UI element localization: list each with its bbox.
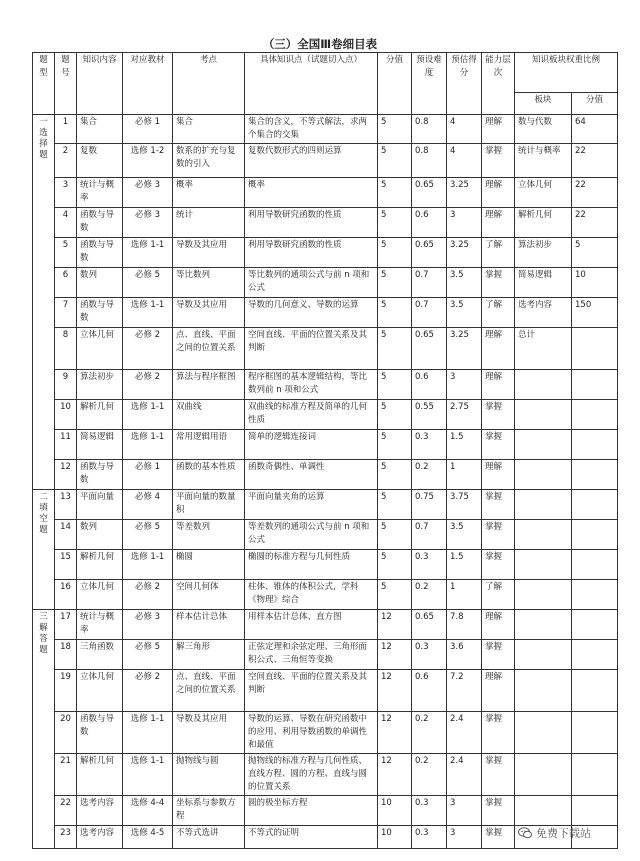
- row-ability: 掌握: [482, 520, 515, 550]
- row-textbook: 选修 1-1: [123, 238, 173, 268]
- row-ability: 理解: [482, 670, 515, 712]
- row-block-score: 64: [572, 115, 618, 144]
- row-textbook: 必修 3: [123, 610, 173, 640]
- section-text: 二填空题: [39, 492, 48, 535]
- table-row: [33, 796, 618, 826]
- row-block: [515, 460, 572, 490]
- row-expected: 3: [447, 796, 482, 826]
- row-textbook: 选修 1-1: [123, 298, 173, 328]
- row-detail: 双曲线的标准方程及简单的几何性质: [245, 400, 378, 430]
- table-title: （三）全国Ⅲ卷细目表: [262, 37, 378, 51]
- table-row: [33, 580, 618, 610]
- row-no: 2: [55, 144, 77, 178]
- watermark-text: 免费下载站: [536, 827, 591, 840]
- row-point: 点、直线、平面之间的位置关系: [173, 328, 245, 370]
- row-block-score: 150: [572, 298, 618, 328]
- row-ability: 理解: [482, 370, 515, 400]
- row-detail: 简单的逻辑连接词: [245, 430, 378, 460]
- row-score: 5: [378, 430, 412, 460]
- row-block-score: 5: [572, 238, 618, 268]
- row-point: 概率: [173, 178, 245, 208]
- row-block-score: [572, 670, 618, 712]
- row-block: 解析几何: [515, 208, 572, 238]
- row-score: 5: [378, 370, 412, 400]
- header-detail: 具体知识点（试题切入点）: [245, 53, 378, 115]
- row-textbook: 选修 1-2: [123, 144, 173, 178]
- row-knowledge: 复数: [77, 144, 123, 178]
- row-difficulty: 0.6: [412, 370, 447, 400]
- row-expected: 3.5: [447, 268, 482, 298]
- row-point: 等差数列: [173, 520, 245, 550]
- row-textbook: 必修 1: [123, 460, 173, 490]
- row-detail: 复数代数形式的四则运算: [245, 144, 378, 178]
- row-block: 算法初步: [515, 238, 572, 268]
- row-block-score: 10: [572, 268, 618, 298]
- row-block: [515, 370, 572, 400]
- row-textbook: 必修 2: [123, 580, 173, 610]
- row-no: 15: [55, 550, 77, 580]
- row-block: [515, 430, 572, 460]
- row-detail: 平面向量夹角的运算: [245, 490, 378, 520]
- row-ability: 了解: [482, 238, 515, 268]
- row-expected: 3: [447, 208, 482, 238]
- row-expected: 1.5: [447, 550, 482, 580]
- row-score: 5: [378, 460, 412, 490]
- table-row: [33, 238, 618, 268]
- row-knowledge: 数列: [77, 268, 123, 298]
- row-block-score: [572, 550, 618, 580]
- row-textbook: 必修 3: [123, 178, 173, 208]
- row-block-score: [572, 400, 618, 430]
- row-ability: 掌握: [482, 826, 515, 849]
- table-row: [33, 115, 618, 144]
- row-block-score: [572, 490, 618, 520]
- row-knowledge: 立体几何: [77, 328, 123, 370]
- row-ability: 理解: [482, 460, 515, 490]
- row-knowledge: 简易逻辑: [77, 430, 123, 460]
- row-block: [515, 754, 572, 796]
- row-knowledge: 解析几何: [77, 754, 123, 796]
- row-knowledge: 选考内容: [77, 796, 123, 826]
- table-row: [33, 430, 618, 460]
- row-score: 5: [378, 520, 412, 550]
- header-row: [33, 53, 618, 93]
- row-no: 20: [55, 712, 77, 754]
- row-textbook: 选修 4-5: [123, 826, 173, 849]
- row-expected: 3.75: [447, 490, 482, 520]
- row-detail: 等差数列的通项公式与前 n 项和公式: [245, 520, 378, 550]
- row-detail: 利用导数研究函数的性质: [245, 208, 378, 238]
- table-row: [33, 712, 618, 754]
- row-difficulty: 0.3: [412, 640, 447, 670]
- row-knowledge: 解析几何: [77, 550, 123, 580]
- header-point: 考点: [173, 53, 245, 115]
- row-knowledge: 统计与概率: [77, 178, 123, 208]
- detail-table: [32, 52, 618, 849]
- table-body: [33, 115, 618, 849]
- row-expected: 3.25: [447, 328, 482, 370]
- row-score: 5: [378, 550, 412, 580]
- row-ability: 掌握: [482, 796, 515, 826]
- row-score: 5: [378, 580, 412, 610]
- row-detail: 导数的运算、导数在研究函数中的应用、利用导数函数的单调性和最值: [245, 712, 378, 754]
- row-expected: 2.4: [447, 754, 482, 796]
- table-row: [33, 208, 618, 238]
- header-score: 分值: [378, 53, 412, 115]
- row-difficulty: 0.8: [412, 115, 447, 144]
- row-detail: 椭圆的标准方程与几何性质: [245, 550, 378, 580]
- row-block: [515, 610, 572, 640]
- row-block-score: [572, 712, 618, 754]
- row-textbook: 选修 1-1: [123, 430, 173, 460]
- row-difficulty: 0.75: [412, 490, 447, 520]
- row-score: 5: [378, 400, 412, 430]
- row-difficulty: 0.2: [412, 712, 447, 754]
- row-textbook: 选修 1-1: [123, 400, 173, 430]
- row-no: 5: [55, 238, 77, 268]
- row-no: 10: [55, 400, 77, 430]
- row-difficulty: 0.55: [412, 400, 447, 430]
- section-label: [33, 610, 55, 849]
- row-score: 5: [378, 298, 412, 328]
- row-no: 11: [55, 430, 77, 460]
- row-block-score: [572, 580, 618, 610]
- row-point: 统计: [173, 208, 245, 238]
- row-expected: 4: [447, 115, 482, 144]
- row-score: 10: [378, 826, 412, 849]
- row-no: 9: [55, 370, 77, 400]
- row-ability: 掌握: [482, 640, 515, 670]
- row-textbook: 必修 2: [123, 370, 173, 400]
- row-score: 5: [378, 115, 412, 144]
- row-detail: 利用导数研究函数的性质: [245, 238, 378, 268]
- row-score: 12: [378, 712, 412, 754]
- row-no: 23: [55, 826, 77, 849]
- row-expected: 3.6: [447, 640, 482, 670]
- row-detail: 函数奇偶性、单调性: [245, 460, 378, 490]
- row-score: 5: [378, 208, 412, 238]
- row-knowledge: 立体几何: [77, 670, 123, 712]
- row-block: [515, 580, 572, 610]
- row-detail: 空间直线、平面的位置关系及其判断: [245, 328, 378, 370]
- row-knowledge: 平面向量: [77, 490, 123, 520]
- row-knowledge: 三角函数: [77, 640, 123, 670]
- row-knowledge: 函数与导数: [77, 460, 123, 490]
- row-knowledge: 函数与导数: [77, 298, 123, 328]
- row-block-score: 22: [572, 144, 618, 178]
- row-no: 22: [55, 796, 77, 826]
- header-weight-block: 板块: [515, 93, 572, 115]
- row-difficulty: 0.3: [412, 826, 447, 849]
- row-difficulty: 0.7: [412, 268, 447, 298]
- table-row: [33, 520, 618, 550]
- row-knowledge: 算法初步: [77, 370, 123, 400]
- row-ability: 掌握: [482, 754, 515, 796]
- row-score: 5: [378, 238, 412, 268]
- row-block-score: [572, 460, 618, 490]
- row-block: [515, 712, 572, 754]
- section-text: 一选择题: [39, 117, 48, 160]
- row-expected: 2.75: [447, 400, 482, 430]
- row-expected: 4: [447, 144, 482, 178]
- row-difficulty: 0.3: [412, 796, 447, 826]
- row-block-score: [572, 754, 618, 796]
- row-point: 集合: [173, 115, 245, 144]
- row-no: 21: [55, 754, 77, 796]
- row-block: [515, 550, 572, 580]
- section-text: 三解答题: [39, 612, 48, 655]
- row-ability: 了解: [482, 580, 515, 610]
- row-detail: 抛物线的标准方程与几何性质、直线方程、圆的方程、直线与圆的位置关系: [245, 754, 378, 796]
- header-textbook: 对应教材: [123, 53, 173, 115]
- row-score: 5: [378, 144, 412, 178]
- row-point: 数系的扩充与复数的引入: [173, 144, 245, 178]
- row-expected: 1: [447, 580, 482, 610]
- row-block-score: [572, 796, 618, 826]
- row-point: 常用逻辑用语: [173, 430, 245, 460]
- row-block: 总计: [515, 328, 572, 370]
- row-knowledge: 函数与导数: [77, 238, 123, 268]
- row-block: 简易逻辑: [515, 268, 572, 298]
- row-block-score: [572, 520, 618, 550]
- row-point: 导数及其应用: [173, 712, 245, 754]
- row-expected: 2.4: [447, 712, 482, 754]
- row-expected: 3: [447, 826, 482, 849]
- row-ability: 掌握: [482, 268, 515, 298]
- section-label: [33, 490, 55, 610]
- row-knowledge: 集合: [77, 115, 123, 144]
- row-block-score: [572, 430, 618, 460]
- row-score: 12: [378, 640, 412, 670]
- row-detail: 程序框图的基本逻辑结构，等比数列前 n 项和公式: [245, 370, 378, 400]
- row-expected: 7.2: [447, 670, 482, 712]
- row-no: 14: [55, 520, 77, 550]
- row-no: 17: [55, 610, 77, 640]
- row-no: 7: [55, 298, 77, 328]
- row-point: 导数及其应用: [173, 298, 245, 328]
- table-row: [33, 640, 618, 670]
- row-detail: 集合的含义，不等式解法，求两个集合的交集: [245, 115, 378, 144]
- row-textbook: 选修 1-1: [123, 712, 173, 754]
- header-difficulty: 预设难度: [412, 53, 447, 115]
- row-block: [515, 670, 572, 712]
- table-row: [33, 460, 618, 490]
- row-knowledge: 解析几何: [77, 400, 123, 430]
- row-textbook: 选修 4-4: [123, 796, 173, 826]
- row-difficulty: 0.7: [412, 298, 447, 328]
- table-row: [33, 670, 618, 712]
- row-score: 12: [378, 754, 412, 796]
- row-block: [515, 520, 572, 550]
- table-row: [33, 298, 618, 328]
- row-no: 18: [55, 640, 77, 670]
- row-expected: 3.5: [447, 298, 482, 328]
- row-score: 5: [378, 328, 412, 370]
- row-no: 16: [55, 580, 77, 610]
- row-textbook: 必修 2: [123, 670, 173, 712]
- row-point: 导数及其应用: [173, 238, 245, 268]
- header-ability: 能力层次: [482, 53, 515, 115]
- table-row: [33, 490, 618, 520]
- row-no: 19: [55, 670, 77, 712]
- row-ability: 理解: [482, 610, 515, 640]
- row-point: 抛物线与圆: [173, 754, 245, 796]
- row-expected: 3.25: [447, 178, 482, 208]
- row-textbook: 必修 5: [123, 640, 173, 670]
- row-detail: 正弦定理和余弦定理、三角形面积公式、三角恒等变换: [245, 640, 378, 670]
- row-no: 8: [55, 328, 77, 370]
- row-difficulty: 0.65: [412, 178, 447, 208]
- row-ability: 掌握: [482, 400, 515, 430]
- row-textbook: 必修 2: [123, 328, 173, 370]
- watermark: [518, 825, 591, 841]
- row-knowledge: 数列: [77, 520, 123, 550]
- row-knowledge: 函数与导数: [77, 712, 123, 754]
- row-block-score: [572, 610, 618, 640]
- row-expected: 3: [447, 370, 482, 400]
- row-ability: 掌握: [482, 490, 515, 520]
- row-point: 点、直线、平面之间的位置关系: [173, 670, 245, 712]
- row-detail: 等比数列的通项公式与前 n 项和公式: [245, 268, 378, 298]
- row-block: 立体几何: [515, 178, 572, 208]
- row-point: 等比数列: [173, 268, 245, 298]
- row-no: 4: [55, 208, 77, 238]
- row-block: 选考内容: [515, 298, 572, 328]
- row-difficulty: 0.65: [412, 238, 447, 268]
- table-row: [33, 268, 618, 298]
- row-detail: 概率: [245, 178, 378, 208]
- table-row: [33, 144, 618, 178]
- row-score: 12: [378, 670, 412, 712]
- row-knowledge: 立体几何: [77, 580, 123, 610]
- row-textbook: 选修 1-1: [123, 550, 173, 580]
- row-block: 数与代数: [515, 115, 572, 144]
- row-point: 平面向量的数量积: [173, 490, 245, 520]
- row-difficulty: 0.3: [412, 430, 447, 460]
- row-expected: 3.5: [447, 520, 482, 550]
- row-ability: 理解: [482, 328, 515, 370]
- row-no: 12: [55, 460, 77, 490]
- row-block: [515, 796, 572, 826]
- row-ability: 理解: [482, 178, 515, 208]
- row-textbook: 必修 5: [123, 520, 173, 550]
- table-row: [33, 754, 618, 796]
- header-expected: 预估得分: [447, 53, 482, 115]
- row-textbook: 必修 5: [123, 268, 173, 298]
- row-expected: 7.8: [447, 610, 482, 640]
- row-difficulty: 0.3: [412, 550, 447, 580]
- row-no: 13: [55, 490, 77, 520]
- row-difficulty: 0.7: [412, 520, 447, 550]
- chat-bubble-icon: [518, 827, 532, 839]
- row-textbook: 必修 1: [123, 115, 173, 144]
- row-expected: 1: [447, 460, 482, 490]
- row-score: 5: [378, 490, 412, 520]
- section-label: [33, 115, 55, 490]
- row-textbook: 必修 4: [123, 490, 173, 520]
- row-detail: 用样本估计总体、直方图: [245, 610, 378, 640]
- row-detail: 空间直线、平面的位置关系及其判断: [245, 670, 378, 712]
- table-row: [33, 550, 618, 580]
- row-no: 1: [55, 115, 77, 144]
- row-difficulty: 0.6: [412, 670, 447, 712]
- table-row: [33, 370, 618, 400]
- header-knowledge: 知识内容: [77, 53, 123, 115]
- row-point: 双曲线: [173, 400, 245, 430]
- header-weight-score: 分值: [572, 93, 618, 115]
- table-row: [33, 610, 618, 640]
- row-detail: 柱体、锥体的体积公式，学科《物理》综合: [245, 580, 378, 610]
- row-difficulty: 0.2: [412, 580, 447, 610]
- row-ability: 理解: [482, 208, 515, 238]
- row-point: 空间几何体: [173, 580, 245, 610]
- row-ability: 掌握: [482, 712, 515, 754]
- row-block: [515, 640, 572, 670]
- row-textbook: 选修 1-1: [123, 754, 173, 796]
- row-block-score: 22: [572, 208, 618, 238]
- row-no: 3: [55, 178, 77, 208]
- row-score: 5: [378, 178, 412, 208]
- row-no: 6: [55, 268, 77, 298]
- row-score: 5: [378, 268, 412, 298]
- row-point: 样本估计总体: [173, 610, 245, 640]
- row-detail: 不等式的证明: [245, 826, 378, 849]
- row-block: [515, 400, 572, 430]
- row-point: 函数的基本性质: [173, 460, 245, 490]
- row-knowledge: 统计与概率: [77, 610, 123, 640]
- row-point: 不等式选讲: [173, 826, 245, 849]
- row-difficulty: 0.65: [412, 328, 447, 370]
- row-score: 10: [378, 796, 412, 826]
- row-block: 统计与概率: [515, 144, 572, 178]
- header-type: 题型: [33, 53, 55, 115]
- row-score: 12: [378, 610, 412, 640]
- row-difficulty: 0.65: [412, 610, 447, 640]
- row-textbook: 必修 3: [123, 208, 173, 238]
- row-block-score: [572, 328, 618, 370]
- row-block-score: 22: [572, 178, 618, 208]
- row-block-score: [572, 370, 618, 400]
- row-difficulty: 0.8: [412, 144, 447, 178]
- table-row: [33, 400, 618, 430]
- row-point: 坐标系与参数方程: [173, 796, 245, 826]
- row-ability: 掌握: [482, 144, 515, 178]
- row-difficulty: 0.6: [412, 208, 447, 238]
- row-detail: 导数的几何意义、导数的运算: [245, 298, 378, 328]
- row-ability: 掌握: [482, 550, 515, 580]
- row-expected: 3.25: [447, 238, 482, 268]
- row-point: 椭圆: [173, 550, 245, 580]
- header-weight: 知识板块权重比例: [515, 53, 618, 93]
- row-expected: 1.5: [447, 430, 482, 460]
- row-knowledge: 选考内容: [77, 826, 123, 849]
- row-point: 解三角形: [173, 640, 245, 670]
- row-detail: 圆的极坐标方程: [245, 796, 378, 826]
- row-difficulty: 0.2: [412, 460, 447, 490]
- table-row: [33, 178, 618, 208]
- row-ability: 理解: [482, 115, 515, 144]
- table-row: [33, 328, 618, 370]
- row-block: [515, 490, 572, 520]
- row-knowledge: 函数与导数: [77, 208, 123, 238]
- row-ability: 掌握: [482, 430, 515, 460]
- header-no: 题号: [55, 53, 77, 115]
- row-ability: 了解: [482, 298, 515, 328]
- row-block-score: [572, 640, 618, 670]
- row-difficulty: 0.2: [412, 754, 447, 796]
- row-point: 算法与程序框图: [173, 370, 245, 400]
